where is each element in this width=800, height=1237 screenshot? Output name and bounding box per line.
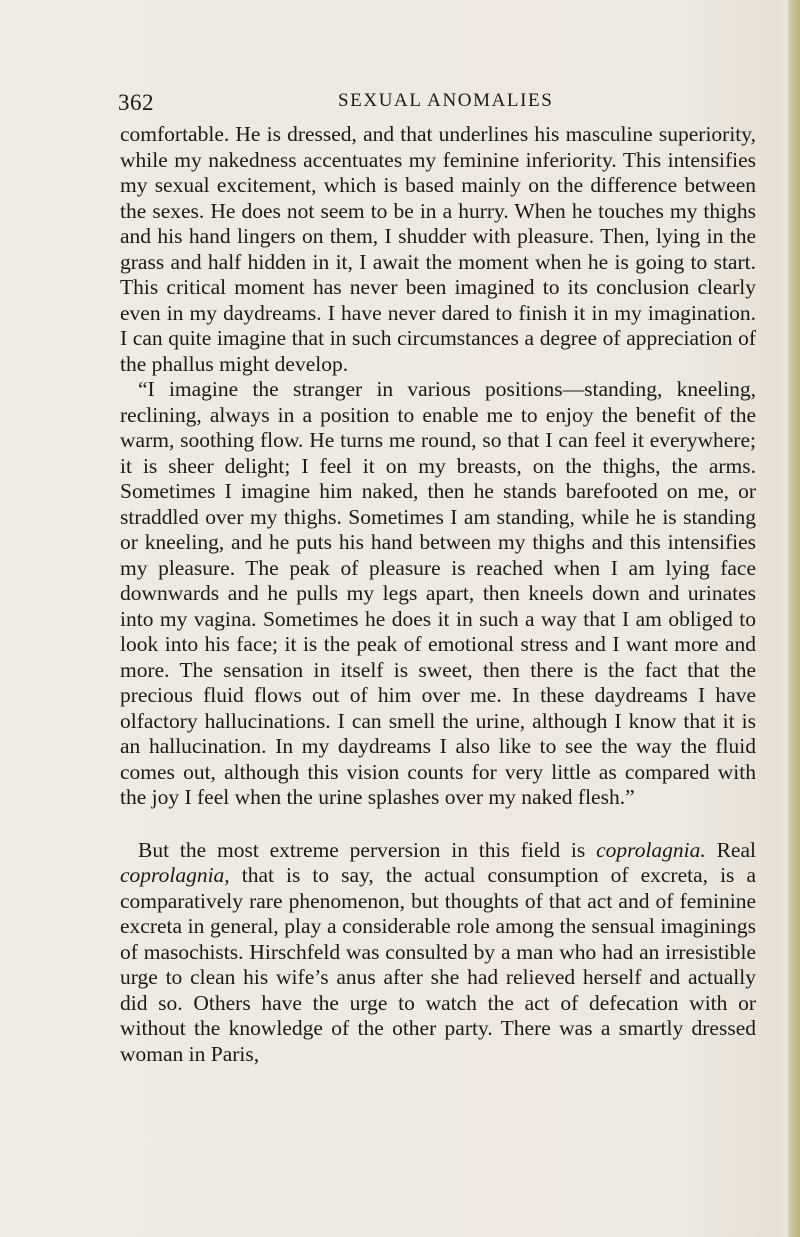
term-coprolagnia: coprolagnia,: [120, 863, 230, 887]
page-header: [118, 90, 758, 120]
paragraph-3-text: But the most extreme perversion in this field is: [138, 837, 597, 862]
paragraph-1: comfortable. He is dressed, and that underlines his masculine superiority, while my nakedness accentuates my feminine inferiority. This intensifies my sexual excitement, which is based mainly on the difference between the sexes. He does not seem to be in a hurry. When he touches my thighs and his hand lingers on them, I shudder with pleasure. Then, lying in the grass and half hidden in it, I await the moment when he is going to start. This critical moment has never been imagined to its conclusion clearly even in my daydreams. I have never dared to finish it in my imagination. I can quite imagine that in such circumstances a degree of appreciation of the phallus might develop.: [120, 122, 756, 376]
paragraph-3-text: Real: [705, 837, 756, 862]
running-title: SEXUAL ANOMALIES: [338, 90, 554, 111]
term-coprolagnia: coprolagnia.: [596, 837, 706, 862]
paragraph-3-text: that is to say, the actual consumption of excreta, is a comparatively rare phenomenon, but thoughts of that act and of feminine excreta in general, play a considerable role among the sensual imaginings of masochists. Hirschfeld was consulted by a man who had an irresistible urge to clean his wife’s anus after she had relieved herself and actually did so. Others have the urge to watch the act of defecation with or without the knowledge of the other party. There was a smartly dressed woman in Paris,: [120, 863, 756, 1066]
page-edge: [788, 0, 800, 1237]
body-text: [120, 122, 756, 1067]
page-number: 362: [118, 90, 154, 115]
paragraph-3: [120, 838, 756, 1068]
paragraph-2: “I imagine the stranger in various positions—standing, kneeling, reclining, always in a position to enable me to enjoy the benefit of the warm, soothing flow. He turns me round, so that I can feel it everywhere; it is sheer delight; I feel it on my breasts, on the thighs, the arms. Sometimes I imagine him naked, then he stands barefooted on me, or straddled over my thighs. Sometimes I am standing, while he is standing or kneeling, and he puts his hand between my thighs and this intensifies my pleasure. The peak of pleasure is reached when I am lying face downwards and he pulls my legs apart, then kneels down and urinates into my vagina. Sometimes he does it in such a way that I am obliged to look into his face; it is the peak of emotional stress and I want more and more. The sensation in itself is sweet, then there is the fact that the precious fluid flows out of him over me. In these daydreams I have olfactory hallucinations. I can smell the urine, although I know that it is an hallucination. In my daydreams I also like to see the way the fluid comes out, although this vision counts for very little as compared with the joy I feel when the urine splashes over my naked flesh.”: [120, 377, 756, 809]
